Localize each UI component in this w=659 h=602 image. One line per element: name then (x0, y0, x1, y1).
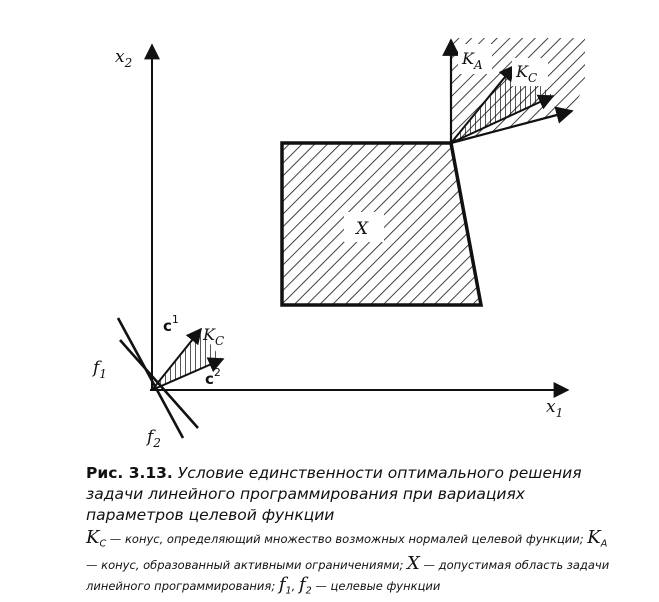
caption-title-text: Условие единственности оптимального решения задачи линейного программирования при вариациях параметров целевой функции (86, 464, 582, 524)
legend-f2-sub: 2 (305, 585, 312, 597)
legend-ka-text: — конус, образованный активными ограничениями; (86, 558, 408, 573)
legend-ka-symbol: K (587, 527, 601, 548)
kc-origin-label: $K_C$ (203, 325, 225, 348)
f1-label: $f_1$ (93, 358, 107, 381)
c1-label: $c^1$ (163, 313, 179, 335)
legend-f1-sub: 1 (285, 585, 292, 597)
legend-kc-sub: C (99, 538, 107, 550)
legend-x-symbol: X (407, 553, 420, 575)
x1-axis-label: $x_1$ (546, 397, 564, 420)
caption-title (86, 463, 611, 526)
f2-label: $f_2$ (147, 427, 161, 450)
figure-caption (86, 463, 611, 602)
c2-label: $c^2$ (205, 366, 221, 388)
legend-kc-symbol: K (86, 527, 100, 548)
kc-vertex-label: $K_C$ (516, 62, 538, 85)
caption-figure-number: Рис. 3.13. (86, 464, 173, 482)
caption-legend (86, 528, 611, 602)
ka-label: $K_A$ (462, 49, 483, 72)
x2-axis-label: $x_2$ (115, 47, 133, 70)
legend-f-text: — целевые функции (311, 579, 441, 594)
legend-f-sep: , (291, 579, 299, 594)
legend-x-text: — допустимая область задачи линейного программирования; (86, 558, 610, 594)
legend-f2-symbol: f (298, 574, 306, 596)
region-label-x: X (356, 219, 369, 239)
legend-ka-sub: A (600, 538, 608, 550)
legend-kc-text: — конус, определяющий множество возможных нормалей целевой функции; (106, 532, 588, 546)
legend-f1-symbol: f (278, 574, 286, 596)
